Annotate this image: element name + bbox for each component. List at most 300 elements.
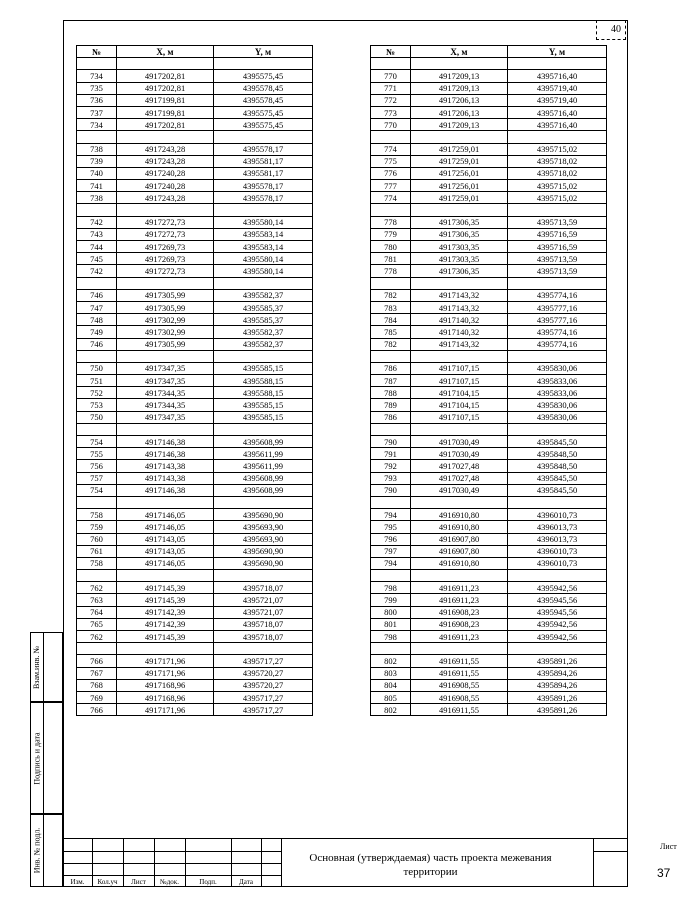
point-number-cell: 744: [77, 241, 117, 253]
table-row: [371, 594, 607, 606]
sheet-label: Лист: [660, 842, 677, 851]
table-row: [371, 631, 607, 643]
y-coordinate-cell: 4395582,37: [214, 289, 313, 301]
col-label-koluch: Кол.уч: [97, 878, 118, 886]
y-coordinate-cell: 4395611,99: [214, 448, 313, 460]
y-coordinate-cell: 4395848,50: [508, 460, 607, 472]
point-number-cell: 770: [371, 119, 411, 131]
group-spacer-row: [371, 643, 607, 655]
y-coordinate-cell: 4395716,40: [508, 70, 607, 82]
point-number-cell: 782: [371, 289, 411, 301]
x-coordinate-cell: 4917143,05: [117, 545, 214, 557]
y-coordinate-cell: 4395608,99: [214, 436, 313, 448]
y-coordinate-cell: 4396010,73: [508, 557, 607, 569]
point-number-cell: 745: [77, 253, 117, 265]
x-coordinate-cell: 4917030,49: [411, 484, 508, 496]
group-spacer-row: [77, 496, 313, 508]
group-spacer-row: [77, 204, 313, 216]
x-coordinate-cell: 4917347,35: [117, 375, 214, 387]
y-coordinate-cell: 4395777,16: [508, 301, 607, 313]
y-coordinate-cell: 4395578,17: [214, 180, 313, 192]
x-coordinate-cell: 4917143,32: [411, 301, 508, 313]
point-number-cell: 774: [371, 143, 411, 155]
table-row: [77, 216, 313, 228]
point-number-cell: 758: [77, 557, 117, 569]
table-row: [371, 289, 607, 301]
x-coordinate-cell: 4917303,35: [411, 241, 508, 253]
y-coordinate-cell: 4395891,26: [508, 704, 607, 716]
point-number-cell: 759: [77, 521, 117, 533]
table-row: [371, 448, 607, 460]
x-coordinate-cell: 4916908,23: [411, 618, 508, 630]
point-number-cell: 796: [371, 533, 411, 545]
table-row: [77, 70, 313, 82]
table-row: [77, 631, 313, 643]
point-number-cell: 765: [77, 618, 117, 630]
table-row: [371, 82, 607, 94]
x-coordinate-cell: 4917168,96: [117, 691, 214, 703]
x-coordinate-cell: 4917305,99: [117, 301, 214, 313]
point-number-cell: 757: [77, 472, 117, 484]
side-label-signature: Подпись и дата: [32, 731, 42, 785]
x-coordinate-cell: 4917202,81: [117, 119, 214, 131]
y-coordinate-cell: 4395588,15: [214, 375, 313, 387]
point-number-cell: 771: [371, 82, 411, 94]
x-coordinate-cell: 4917306,35: [411, 216, 508, 228]
x-coordinate-cell: 4917171,96: [117, 667, 214, 679]
point-number-cell: 763: [77, 594, 117, 606]
y-coordinate-cell: 4395580,14: [214, 253, 313, 265]
table-row: [371, 362, 607, 374]
x-coordinate-cell: 4917347,35: [117, 362, 214, 374]
x-coordinate-cell: 4916911,23: [411, 631, 508, 643]
x-coordinate-cell: 4917272,73: [117, 265, 214, 277]
y-coordinate-cell: 4395585,15: [214, 362, 313, 374]
header-num: №: [371, 46, 411, 58]
side-stamp-inventory: [30, 814, 63, 887]
y-coordinate-cell: 4395774,16: [508, 326, 607, 338]
group-spacer-row: [371, 350, 607, 362]
point-number-cell: 740: [77, 167, 117, 179]
table-row: [371, 411, 607, 423]
y-coordinate-cell: 4395717,27: [214, 704, 313, 716]
y-coordinate-cell: 4395575,45: [214, 119, 313, 131]
point-number-cell: 802: [371, 704, 411, 716]
x-coordinate-cell: 4917259,01: [411, 143, 508, 155]
x-coordinate-cell: 4917030,49: [411, 436, 508, 448]
side-label-inventory: Инв. № подл.: [32, 827, 42, 874]
table-row: [371, 253, 607, 265]
group-spacer-row: [77, 643, 313, 655]
y-coordinate-cell: 4395830,06: [508, 399, 607, 411]
table-row: [77, 301, 313, 313]
x-coordinate-cell: 4917145,39: [117, 582, 214, 594]
y-coordinate-cell: 4395830,06: [508, 411, 607, 423]
table-row: [371, 216, 607, 228]
point-number-cell: 742: [77, 265, 117, 277]
col-label-data: Дата: [239, 878, 253, 886]
y-coordinate-cell: 4395585,37: [214, 301, 313, 313]
table-row: [371, 143, 607, 155]
group-spacer-row: [77, 58, 313, 70]
point-number-cell: 773: [371, 106, 411, 118]
table-row: [371, 167, 607, 179]
header-y: Y, м: [214, 46, 313, 58]
point-number-cell: 789: [371, 399, 411, 411]
x-coordinate-cell: 4917240,28: [117, 180, 214, 192]
x-coordinate-cell: 4917143,05: [117, 533, 214, 545]
x-coordinate-cell: 4917146,38: [117, 436, 214, 448]
point-number-cell: 784: [371, 314, 411, 326]
x-coordinate-cell: 4917269,73: [117, 241, 214, 253]
x-coordinate-cell: 4917030,49: [411, 448, 508, 460]
header-num: №: [77, 46, 117, 58]
point-number-cell: 749: [77, 326, 117, 338]
header-x: X, м: [411, 46, 508, 58]
table-row: [371, 228, 607, 240]
y-coordinate-cell: 4395608,99: [214, 472, 313, 484]
header-y: Y, м: [508, 46, 607, 58]
table-row: [77, 509, 313, 521]
table-row: [371, 460, 607, 472]
point-number-cell: 764: [77, 606, 117, 618]
y-coordinate-cell: 4395720,27: [214, 667, 313, 679]
title-block: [63, 838, 677, 887]
table-row: [77, 362, 313, 374]
point-number-cell: 783: [371, 301, 411, 313]
y-coordinate-cell: 4395608,99: [214, 484, 313, 496]
y-coordinate-cell: 4395717,27: [214, 655, 313, 667]
point-number-cell: 797: [371, 545, 411, 557]
x-coordinate-cell: 4916911,23: [411, 594, 508, 606]
y-coordinate-cell: 4395585,15: [214, 411, 313, 423]
table-row: [77, 545, 313, 557]
group-spacer-row: [371, 423, 607, 435]
table-row: [371, 704, 607, 716]
x-coordinate-cell: 4917202,81: [117, 70, 214, 82]
point-number-cell: 751: [77, 375, 117, 387]
point-number-cell: 770: [371, 70, 411, 82]
x-coordinate-cell: 4917302,99: [117, 314, 214, 326]
point-number-cell: 800: [371, 606, 411, 618]
point-number-cell: 785: [371, 326, 411, 338]
point-number-cell: 753: [77, 399, 117, 411]
y-coordinate-cell: 4395585,15: [214, 399, 313, 411]
y-coordinate-cell: 4395585,37: [214, 314, 313, 326]
x-coordinate-cell: 4917272,73: [117, 228, 214, 240]
y-coordinate-cell: 4395894,26: [508, 667, 607, 679]
point-number-cell: 786: [371, 362, 411, 374]
point-number-cell: 769: [77, 691, 117, 703]
x-coordinate-cell: 4916911,23: [411, 582, 508, 594]
table-row: [77, 314, 313, 326]
point-number-cell: 738: [77, 143, 117, 155]
y-coordinate-cell: 4395578,17: [214, 192, 313, 204]
table-row: [77, 582, 313, 594]
x-coordinate-cell: 4917171,96: [117, 655, 214, 667]
point-number-cell: 760: [77, 533, 117, 545]
point-number-cell: 805: [371, 691, 411, 703]
x-coordinate-cell: 4917142,39: [117, 606, 214, 618]
point-number-cell: 750: [77, 411, 117, 423]
y-coordinate-cell: 4395718,07: [214, 582, 313, 594]
x-coordinate-cell: 4916911,55: [411, 667, 508, 679]
table-row: [371, 399, 607, 411]
table-header: [371, 46, 607, 58]
point-number-cell: 795: [371, 521, 411, 533]
y-coordinate-cell: 4395690,90: [214, 545, 313, 557]
point-number-cell: 742: [77, 216, 117, 228]
table-row: [371, 241, 607, 253]
table-row: [77, 265, 313, 277]
x-coordinate-cell: 4917303,35: [411, 253, 508, 265]
page-number: 40: [596, 20, 626, 40]
x-coordinate-cell: 4917344,35: [117, 387, 214, 399]
y-coordinate-cell: 4395891,26: [508, 655, 607, 667]
point-number-cell: 804: [371, 679, 411, 691]
table-row: [371, 94, 607, 106]
point-number-cell: 791: [371, 448, 411, 460]
point-number-cell: 779: [371, 228, 411, 240]
group-spacer-row: [77, 570, 313, 582]
x-coordinate-cell: 4917306,35: [411, 228, 508, 240]
point-number-cell: 787: [371, 375, 411, 387]
y-coordinate-cell: 4395718,02: [508, 155, 607, 167]
table-row: [77, 679, 313, 691]
x-coordinate-cell: 4917146,05: [117, 557, 214, 569]
point-number-cell: 774: [371, 192, 411, 204]
table-row: [77, 448, 313, 460]
table-row: [371, 667, 607, 679]
point-number-cell: 756: [77, 460, 117, 472]
table-row: [77, 618, 313, 630]
point-number-cell: 777: [371, 180, 411, 192]
point-number-cell: 734: [77, 119, 117, 131]
table-row: [77, 387, 313, 399]
x-coordinate-cell: 4917107,15: [411, 411, 508, 423]
x-coordinate-cell: 4917027,48: [411, 460, 508, 472]
table-row: [371, 387, 607, 399]
table-row: [371, 472, 607, 484]
y-coordinate-cell: 4395721,07: [214, 594, 313, 606]
group-spacer-row: [371, 131, 607, 143]
y-coordinate-cell: 4395942,56: [508, 631, 607, 643]
y-coordinate-cell: 4395716,59: [508, 228, 607, 240]
table-row: [371, 679, 607, 691]
col-label-list: Лист: [131, 878, 146, 886]
x-coordinate-cell: 4916907,80: [411, 545, 508, 557]
group-spacer-row: [77, 423, 313, 435]
col-label-izm: Изм.: [70, 878, 85, 886]
y-coordinate-cell: 4395582,37: [214, 338, 313, 350]
table-header: [77, 46, 313, 58]
point-number-cell: 748: [77, 314, 117, 326]
y-coordinate-cell: 4395721,07: [214, 606, 313, 618]
point-number-cell: 781: [371, 253, 411, 265]
x-coordinate-cell: 4917269,73: [117, 253, 214, 265]
point-number-cell: 793: [371, 472, 411, 484]
table-row: [371, 655, 607, 667]
x-coordinate-cell: 4917143,38: [117, 472, 214, 484]
y-coordinate-cell: 4395690,90: [214, 557, 313, 569]
table-row: [371, 545, 607, 557]
x-coordinate-cell: 4917259,01: [411, 155, 508, 167]
y-coordinate-cell: 4395717,27: [214, 691, 313, 703]
y-coordinate-cell: 4395583,14: [214, 228, 313, 240]
point-number-cell: 734: [77, 70, 117, 82]
point-number-cell: 767: [77, 667, 117, 679]
sheet-number: 37: [657, 866, 671, 880]
table-row: [77, 667, 313, 679]
table-row: [77, 289, 313, 301]
x-coordinate-cell: 4917168,96: [117, 679, 214, 691]
x-coordinate-cell: 4917143,38: [117, 460, 214, 472]
x-coordinate-cell: 4917107,15: [411, 362, 508, 374]
table-row: [371, 314, 607, 326]
x-coordinate-cell: 4917305,99: [117, 338, 214, 350]
table-row: [371, 691, 607, 703]
y-coordinate-cell: 4395845,50: [508, 484, 607, 496]
y-coordinate-cell: 4395715,02: [508, 192, 607, 204]
table-row: [77, 241, 313, 253]
y-coordinate-cell: 4395945,56: [508, 594, 607, 606]
point-number-cell: 755: [77, 448, 117, 460]
point-number-cell: 766: [77, 655, 117, 667]
table-row: [371, 375, 607, 387]
table-row: [77, 167, 313, 179]
point-number-cell: 750: [77, 362, 117, 374]
x-coordinate-cell: 4917146,05: [117, 521, 214, 533]
point-number-cell: 782: [371, 338, 411, 350]
table-row: [371, 436, 607, 448]
coordinates-table-right: [370, 45, 607, 716]
point-number-cell: 746: [77, 338, 117, 350]
point-number-cell: 754: [77, 484, 117, 496]
group-spacer-row: [371, 496, 607, 508]
table-row: [77, 155, 313, 167]
table-row: [371, 301, 607, 313]
point-number-cell: 738: [77, 192, 117, 204]
y-coordinate-cell: 4396013,73: [508, 533, 607, 545]
y-coordinate-cell: 4395718,02: [508, 167, 607, 179]
y-coordinate-cell: 4395582,37: [214, 326, 313, 338]
x-coordinate-cell: 4917202,81: [117, 82, 214, 94]
y-coordinate-cell: 4395581,17: [214, 155, 313, 167]
table-row: [77, 119, 313, 131]
group-spacer-row: [371, 277, 607, 289]
y-coordinate-cell: 4395719,40: [508, 82, 607, 94]
y-coordinate-cell: 4395713,59: [508, 216, 607, 228]
x-coordinate-cell: 4917140,32: [411, 314, 508, 326]
table-row: [77, 606, 313, 618]
table-row: [77, 143, 313, 155]
group-spacer-row: [371, 570, 607, 582]
x-coordinate-cell: 4917209,13: [411, 119, 508, 131]
table-row: [77, 106, 313, 118]
y-coordinate-cell: 4395716,40: [508, 106, 607, 118]
table-row: [371, 509, 607, 521]
point-number-cell: 768: [77, 679, 117, 691]
point-number-cell: 775: [371, 155, 411, 167]
y-coordinate-cell: 4395848,50: [508, 448, 607, 460]
point-number-cell: 799: [371, 594, 411, 606]
point-number-cell: 736: [77, 94, 117, 106]
y-coordinate-cell: 4395845,50: [508, 472, 607, 484]
table-row: [77, 594, 313, 606]
point-number-cell: 762: [77, 631, 117, 643]
y-coordinate-cell: 4395720,27: [214, 679, 313, 691]
x-coordinate-cell: 4917243,28: [117, 143, 214, 155]
y-coordinate-cell: 4395575,45: [214, 106, 313, 118]
x-coordinate-cell: 4917209,13: [411, 70, 508, 82]
y-coordinate-cell: 4396010,73: [508, 545, 607, 557]
x-coordinate-cell: 4917347,35: [117, 411, 214, 423]
y-coordinate-cell: 4395845,50: [508, 436, 607, 448]
col-label-podp: Подп.: [199, 878, 217, 886]
y-coordinate-cell: 4396013,73: [508, 521, 607, 533]
table-row: [77, 533, 313, 545]
x-coordinate-cell: 4917145,39: [117, 631, 214, 643]
y-coordinate-cell: 4395575,45: [214, 70, 313, 82]
x-coordinate-cell: 4916908,55: [411, 691, 508, 703]
table-row: [371, 180, 607, 192]
table-row: [77, 704, 313, 716]
table-row: [371, 70, 607, 82]
table-row: [371, 155, 607, 167]
group-spacer-row: [77, 131, 313, 143]
point-number-cell: 788: [371, 387, 411, 399]
document-title: Основная (утверждаемая) часть проекта межевания территории: [309, 852, 552, 878]
table-row: [77, 411, 313, 423]
x-coordinate-cell: 4917146,05: [117, 509, 214, 521]
coordinates-table-left: [76, 45, 313, 716]
point-number-cell: 747: [77, 301, 117, 313]
y-coordinate-cell: 4395578,17: [214, 143, 313, 155]
x-coordinate-cell: 4917272,73: [117, 216, 214, 228]
side-stamp-replacement: [30, 632, 63, 702]
y-coordinate-cell: 4395777,16: [508, 314, 607, 326]
x-coordinate-cell: 4917145,39: [117, 594, 214, 606]
y-coordinate-cell: 4395690,90: [214, 509, 313, 521]
y-coordinate-cell: 4395894,26: [508, 679, 607, 691]
y-coordinate-cell: 4395833,06: [508, 387, 607, 399]
y-coordinate-cell: 4395774,16: [508, 289, 607, 301]
point-number-cell: 752: [77, 387, 117, 399]
x-coordinate-cell: 4917305,99: [117, 289, 214, 301]
table-row: [77, 399, 313, 411]
point-number-cell: 794: [371, 557, 411, 569]
y-coordinate-cell: 4395715,02: [508, 143, 607, 155]
y-coordinate-cell: 4395833,06: [508, 375, 607, 387]
x-coordinate-cell: 4917199,81: [117, 106, 214, 118]
point-number-cell: 801: [371, 618, 411, 630]
point-number-cell: 772: [371, 94, 411, 106]
y-coordinate-cell: 4395580,14: [214, 265, 313, 277]
group-spacer-row: [371, 58, 607, 70]
x-coordinate-cell: 4917243,28: [117, 192, 214, 204]
table-row: [371, 484, 607, 496]
table-row: [371, 533, 607, 545]
point-number-cell: 780: [371, 241, 411, 253]
table-row: [77, 82, 313, 94]
x-coordinate-cell: 4916911,55: [411, 655, 508, 667]
col-label-ndok: №док.: [160, 878, 179, 886]
y-coordinate-cell: 4395774,16: [508, 338, 607, 350]
x-coordinate-cell: 4917140,32: [411, 326, 508, 338]
x-coordinate-cell: 4917143,32: [411, 289, 508, 301]
side-stamp-signature: [30, 702, 63, 814]
y-coordinate-cell: 4395580,14: [214, 216, 313, 228]
